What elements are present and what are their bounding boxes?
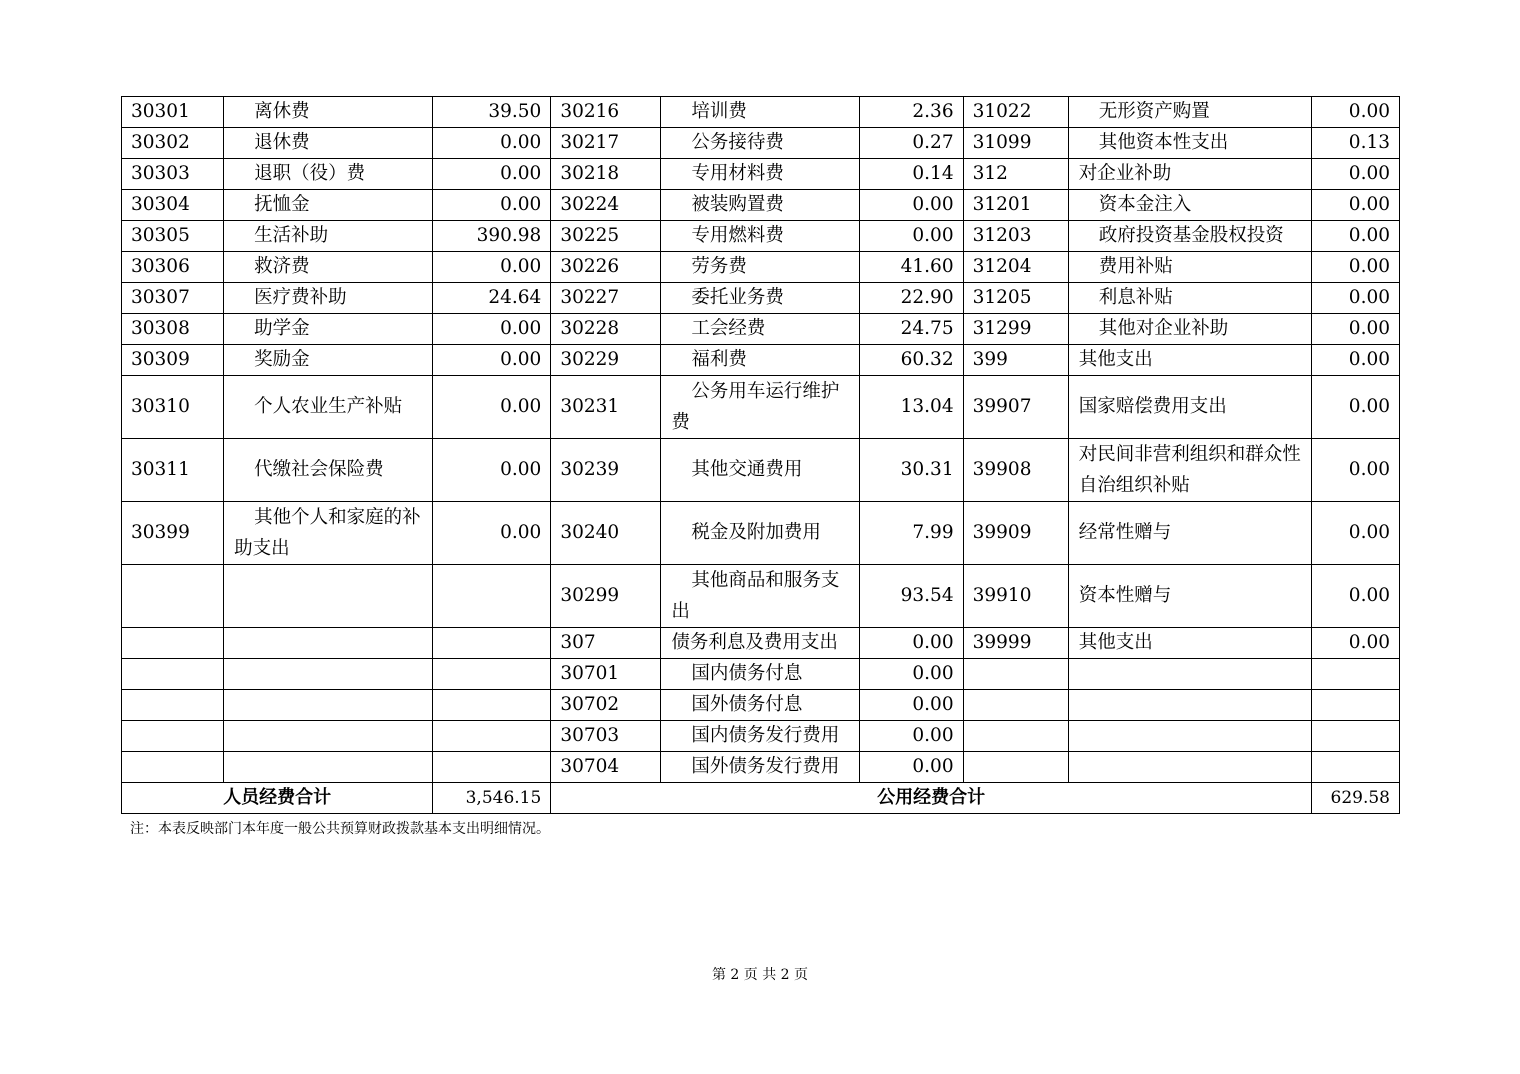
- item-name-cell: 被装购置费: [661, 190, 859, 221]
- code-cell: [963, 752, 1068, 783]
- table-row: [122, 221, 1400, 252]
- amount-cell: 39.50: [433, 97, 551, 128]
- item-name-cell: 个人农业生产补贴: [224, 376, 433, 439]
- amount-cell: [1311, 721, 1399, 752]
- code-cell: 30231: [551, 376, 661, 439]
- table-body: [122, 97, 1400, 814]
- item-name-cell: 其他资本性支出: [1068, 128, 1311, 159]
- item-name-cell: [224, 752, 433, 783]
- table-row: [122, 502, 1400, 565]
- amount-cell: 0.13: [1311, 128, 1399, 159]
- amount-cell: 0.00: [1311, 628, 1399, 659]
- item-name-cell: 其他支出: [1068, 345, 1311, 376]
- item-name-cell: [1068, 659, 1311, 690]
- item-name-cell: 税金及附加费用: [661, 502, 859, 565]
- amount-cell: 60.32: [859, 345, 963, 376]
- amount-cell: 41.60: [859, 252, 963, 283]
- code-cell: 31205: [963, 283, 1068, 314]
- item-name-cell: 公务接待费: [661, 128, 859, 159]
- amount-cell: 7.99: [859, 502, 963, 565]
- amount-cell: [433, 690, 551, 721]
- table-row: [122, 565, 1400, 628]
- item-name-cell: 国外债务发行费用: [661, 752, 859, 783]
- public-total-value: 629.58: [1311, 783, 1399, 814]
- amount-cell: 0.00: [859, 190, 963, 221]
- code-cell: 30217: [551, 128, 661, 159]
- code-cell: 30701: [551, 659, 661, 690]
- item-name-cell: 国外债务付息: [661, 690, 859, 721]
- amount-cell: [1311, 659, 1399, 690]
- amount-cell: 0.00: [433, 128, 551, 159]
- code-cell: 30308: [122, 314, 224, 345]
- page-number-footer: 第 2 页 共 2 页: [711, 967, 809, 983]
- item-name-cell: 对企业补助: [1068, 159, 1311, 190]
- amount-cell: 2.36: [859, 97, 963, 128]
- item-name-cell: 国内债务付息: [661, 659, 859, 690]
- item-name-cell: 国家赔偿费用支出: [1068, 376, 1311, 439]
- amount-cell: 93.54: [859, 565, 963, 628]
- code-cell: 31201: [963, 190, 1068, 221]
- item-name-cell: 助学金: [224, 314, 433, 345]
- amount-cell: 0.00: [859, 659, 963, 690]
- amount-cell: [433, 659, 551, 690]
- code-cell: 30702: [551, 690, 661, 721]
- code-cell: [122, 565, 224, 628]
- totals-row: [122, 783, 1400, 814]
- code-cell: 39910: [963, 565, 1068, 628]
- table-row: [122, 190, 1400, 221]
- code-cell: 31204: [963, 252, 1068, 283]
- code-cell: 31203: [963, 221, 1068, 252]
- amount-cell: [1311, 690, 1399, 721]
- table-note: 注：本表反映部门本年度一般公共预算财政拨款基本支出明细情况。: [130, 821, 550, 837]
- amount-cell: 0.00: [1311, 159, 1399, 190]
- amount-cell: 0.00: [1311, 252, 1399, 283]
- item-name-cell: 对民间非营利组织和群众性自治组织补贴: [1068, 439, 1311, 502]
- item-name-cell: [224, 565, 433, 628]
- amount-cell: 0.00: [859, 690, 963, 721]
- amount-cell: 0.00: [433, 345, 551, 376]
- amount-cell: [433, 628, 551, 659]
- code-cell: 30305: [122, 221, 224, 252]
- code-cell: 30228: [551, 314, 661, 345]
- item-name-cell: 离休费: [224, 97, 433, 128]
- personnel-total-label: 人员经费合计: [122, 783, 433, 814]
- item-name-cell: 专用材料费: [661, 159, 859, 190]
- item-name-cell: 医疗费补助: [224, 283, 433, 314]
- item-name-cell: 代缴社会保险费: [224, 439, 433, 502]
- amount-cell: 13.04: [859, 376, 963, 439]
- amount-cell: 390.98: [433, 221, 551, 252]
- item-name-cell: [224, 690, 433, 721]
- amount-cell: 0.00: [1311, 221, 1399, 252]
- item-name-cell: 公务用车运行维护费: [661, 376, 859, 439]
- item-name-cell: 资本性赠与: [1068, 565, 1311, 628]
- amount-cell: [433, 752, 551, 783]
- code-cell: [122, 628, 224, 659]
- item-name-cell: 政府投资基金股权投资: [1068, 221, 1311, 252]
- item-name-cell: [224, 659, 433, 690]
- table-row: [122, 97, 1400, 128]
- budget-detail-table: [121, 96, 1400, 814]
- item-name-cell: 退职（役）费: [224, 159, 433, 190]
- amount-cell: 0.00: [859, 628, 963, 659]
- code-cell: 30240: [551, 502, 661, 565]
- code-cell: 39907: [963, 376, 1068, 439]
- code-cell: 30309: [122, 345, 224, 376]
- code-cell: 399: [963, 345, 1068, 376]
- code-cell: 30226: [551, 252, 661, 283]
- item-name-cell: 专用燃料费: [661, 221, 859, 252]
- amount-cell: 0.00: [433, 159, 551, 190]
- item-name-cell: 生活补助: [224, 221, 433, 252]
- amount-cell: [1311, 752, 1399, 783]
- item-name-cell: [1068, 690, 1311, 721]
- amount-cell: 0.00: [433, 376, 551, 439]
- table-row: [122, 314, 1400, 345]
- amount-cell: 0.00: [1311, 97, 1399, 128]
- item-name-cell: [224, 721, 433, 752]
- code-cell: 30227: [551, 283, 661, 314]
- amount-cell: 0.00: [859, 721, 963, 752]
- code-cell: 30703: [551, 721, 661, 752]
- code-cell: 39909: [963, 502, 1068, 565]
- code-cell: 30307: [122, 283, 224, 314]
- code-cell: [122, 721, 224, 752]
- code-cell: 30704: [551, 752, 661, 783]
- item-name-cell: 培训费: [661, 97, 859, 128]
- item-name-cell: [224, 628, 433, 659]
- amount-cell: 24.75: [859, 314, 963, 345]
- amount-cell: 0.00: [1311, 439, 1399, 502]
- code-cell: 31099: [963, 128, 1068, 159]
- item-name-cell: [1068, 721, 1311, 752]
- table-row: [122, 659, 1400, 690]
- item-name-cell: 福利费: [661, 345, 859, 376]
- amount-cell: 0.00: [433, 502, 551, 565]
- item-name-cell: 费用补贴: [1068, 252, 1311, 283]
- item-name-cell: 其他商品和服务支出: [661, 565, 859, 628]
- item-name-cell: 国内债务发行费用: [661, 721, 859, 752]
- table-row: [122, 283, 1400, 314]
- amount-cell: 0.00: [1311, 190, 1399, 221]
- item-name-cell: 其他对企业补助: [1068, 314, 1311, 345]
- personnel-total-value: 3,546.15: [433, 783, 551, 814]
- code-cell: [122, 752, 224, 783]
- item-name-cell: 其他个人和家庭的补助支出: [224, 502, 433, 565]
- code-cell: [122, 659, 224, 690]
- code-cell: 307: [551, 628, 661, 659]
- item-name-cell: 资本金注入: [1068, 190, 1311, 221]
- amount-cell: 0.27: [859, 128, 963, 159]
- code-cell: [963, 690, 1068, 721]
- code-cell: [122, 690, 224, 721]
- item-name-cell: 退休费: [224, 128, 433, 159]
- code-cell: 30301: [122, 97, 224, 128]
- code-cell: 30299: [551, 565, 661, 628]
- code-cell: 30306: [122, 252, 224, 283]
- amount-cell: 0.00: [1311, 376, 1399, 439]
- code-cell: 30311: [122, 439, 224, 502]
- code-cell: 30229: [551, 345, 661, 376]
- item-name-cell: 奖励金: [224, 345, 433, 376]
- code-cell: 30218: [551, 159, 661, 190]
- item-name-cell: 抚恤金: [224, 190, 433, 221]
- code-cell: 31022: [963, 97, 1068, 128]
- amount-cell: 30.31: [859, 439, 963, 502]
- amount-cell: 0.00: [433, 314, 551, 345]
- amount-cell: 0.00: [1311, 502, 1399, 565]
- item-name-cell: 经常性赠与: [1068, 502, 1311, 565]
- code-cell: 30304: [122, 190, 224, 221]
- item-name-cell: 其他支出: [1068, 628, 1311, 659]
- code-cell: 39999: [963, 628, 1068, 659]
- table-row: [122, 628, 1400, 659]
- amount-cell: 0.00: [859, 221, 963, 252]
- table-row: [122, 439, 1400, 502]
- code-cell: 312: [963, 159, 1068, 190]
- item-name-cell: 委托业务费: [661, 283, 859, 314]
- code-cell: 30225: [551, 221, 661, 252]
- amount-cell: 0.00: [1311, 565, 1399, 628]
- item-name-cell: 劳务费: [661, 252, 859, 283]
- code-cell: 30302: [122, 128, 224, 159]
- amount-cell: 0.00: [859, 752, 963, 783]
- amount-cell: 0.14: [859, 159, 963, 190]
- item-name-cell: 救济费: [224, 252, 433, 283]
- code-cell: 31299: [963, 314, 1068, 345]
- code-cell: 30303: [122, 159, 224, 190]
- amount-cell: 0.00: [433, 439, 551, 502]
- item-name-cell: 工会经费: [661, 314, 859, 345]
- table-row: [122, 159, 1400, 190]
- item-name-cell: [1068, 752, 1311, 783]
- table-row: [122, 128, 1400, 159]
- amount-cell: 0.00: [433, 190, 551, 221]
- amount-cell: 0.00: [433, 252, 551, 283]
- code-cell: [963, 659, 1068, 690]
- code-cell: 39908: [963, 439, 1068, 502]
- code-cell: [963, 721, 1068, 752]
- table-row: [122, 345, 1400, 376]
- amount-cell: [433, 721, 551, 752]
- item-name-cell: 无形资产购置: [1068, 97, 1311, 128]
- code-cell: 30310: [122, 376, 224, 439]
- table-row: [122, 252, 1400, 283]
- public-total-label: 公用经费合计: [551, 783, 1312, 814]
- table-row: [122, 376, 1400, 439]
- amount-cell: 0.00: [1311, 283, 1399, 314]
- item-name-cell: 债务利息及费用支出: [661, 628, 859, 659]
- code-cell: 30216: [551, 97, 661, 128]
- code-cell: 30399: [122, 502, 224, 565]
- amount-cell: [433, 565, 551, 628]
- table-row: [122, 752, 1400, 783]
- table-row: [122, 690, 1400, 721]
- amount-cell: 0.00: [1311, 345, 1399, 376]
- amount-cell: 0.00: [1311, 314, 1399, 345]
- amount-cell: 22.90: [859, 283, 963, 314]
- item-name-cell: 其他交通费用: [661, 439, 859, 502]
- table-row: [122, 721, 1400, 752]
- code-cell: 30224: [551, 190, 661, 221]
- code-cell: 30239: [551, 439, 661, 502]
- item-name-cell: 利息补贴: [1068, 283, 1311, 314]
- amount-cell: 24.64: [433, 283, 551, 314]
